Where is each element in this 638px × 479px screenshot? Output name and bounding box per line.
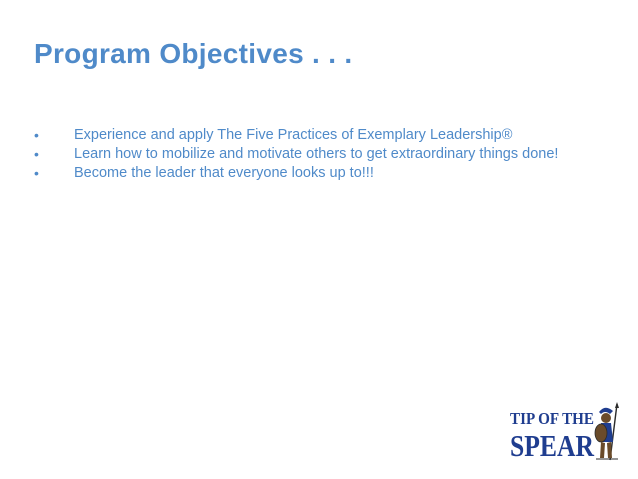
list-item	[34, 126, 594, 144]
logo-line2: SPEAR	[510, 428, 595, 462]
bullet-icon: •	[34, 127, 39, 143]
slide-title: Program Objectives . . .	[34, 38, 353, 69]
bullet-icon: •	[34, 165, 39, 181]
objectives-list	[34, 126, 594, 182]
list-item	[34, 164, 594, 182]
objective-text: Become the leader that everyone looks up to!!!	[74, 165, 374, 181]
tip-of-the-spear-logo	[506, 402, 622, 462]
bullet-icon: •	[34, 146, 39, 162]
objective-text: Experience and apply The Five Practices of Exemplary Leadership®	[74, 127, 513, 143]
objective-text: Learn how to mobilize and motivate others to get extraordinary things done!	[74, 146, 559, 162]
logo-line1: TIP OF THE	[510, 409, 594, 428]
spartan-warrior-icon	[595, 402, 619, 460]
list-item	[34, 145, 594, 163]
